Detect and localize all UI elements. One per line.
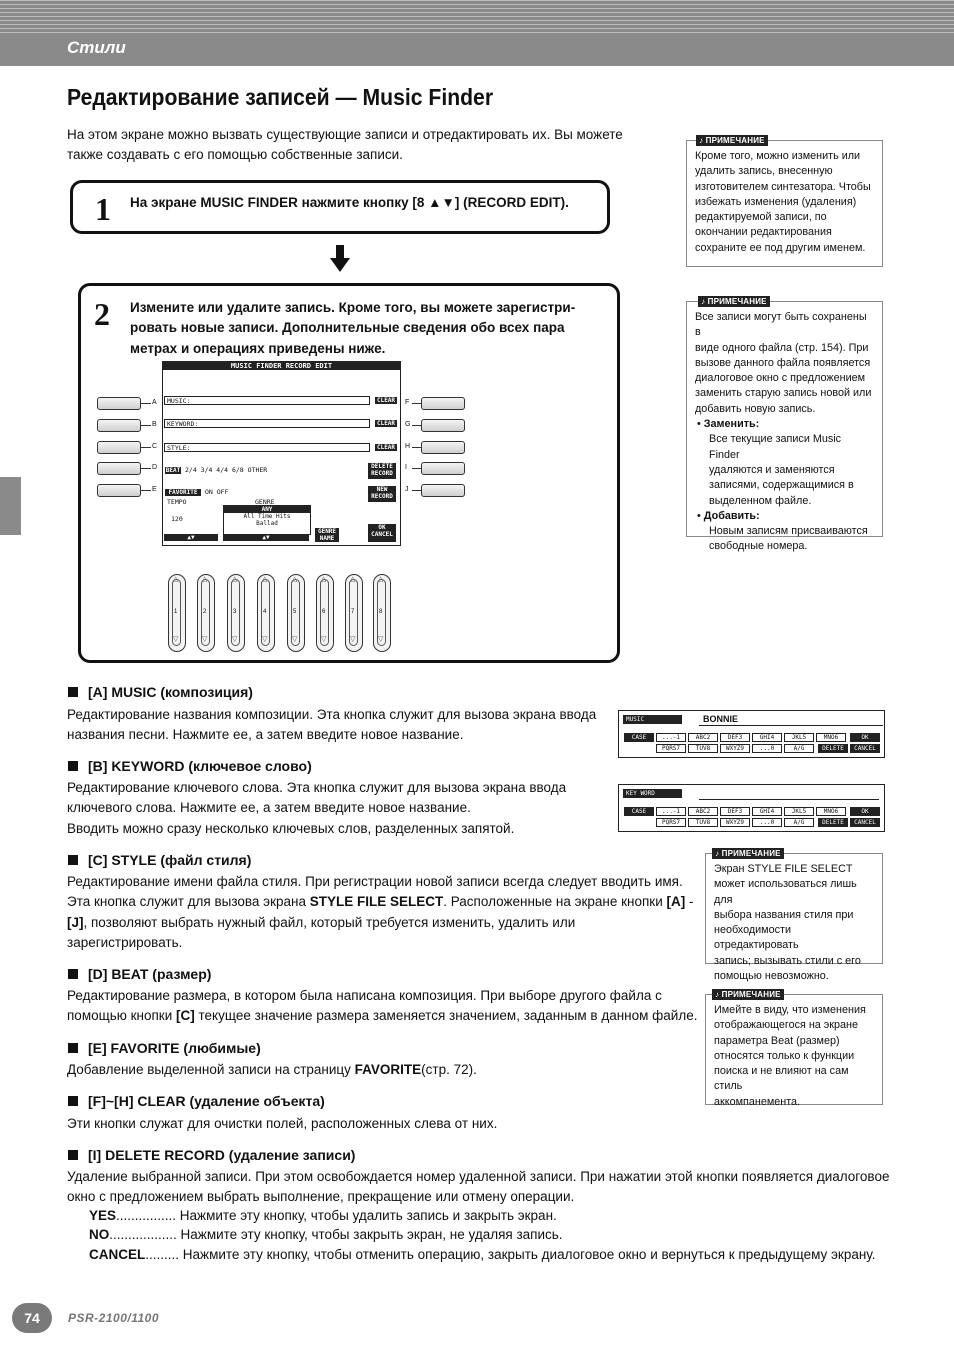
key-button[interactable]: TUV8 <box>688 818 718 827</box>
clear-keyword-button[interactable]: CLEAR <box>376 420 396 427</box>
step-number: 1 <box>95 191 111 227</box>
fader-8[interactable]: △ 8 ▽ <box>373 574 391 652</box>
bullet-head: Заменить: <box>703 418 760 431</box>
header-stripes <box>0 0 954 34</box>
heading-text: [F]~[H] CLEAR (удаление объекта) <box>88 1093 325 1109</box>
body-line: ключевого слова. Нажмите ее, а затем введите новое название. <box>67 800 471 816</box>
heading-text: [C] STYLE (файл стиля) <box>88 852 252 868</box>
text-run: . Расположенные на экране кнопки <box>443 894 667 910</box>
fader-4[interactable]: △ 4 ▽ <box>257 574 275 652</box>
note-line: заменить старую запись новой или <box>695 387 872 400</box>
btn-line: CANCEL <box>371 531 393 538</box>
body-line: окно с предложением выбрать выполнение, прекращение или отмену операции. <box>67 1189 575 1205</box>
fader-7[interactable]: △ 7 ▽ <box>345 574 363 652</box>
body-line <box>67 892 694 912</box>
step-line: ровать новые записи. Дополнительные сведения обо всех пара <box>130 320 565 336</box>
delete-button[interactable]: DELETE <box>818 744 848 753</box>
text-run: [A] <box>666 894 686 910</box>
genre-item[interactable]: Ballad <box>256 520 278 527</box>
key-button[interactable]: A/G <box>784 744 814 753</box>
note-line: Имейте в виду, что изменения <box>714 1004 866 1016</box>
key-button[interactable]: GHI4 <box>752 733 782 742</box>
fader-2[interactable]: △ 2 ▽ <box>197 574 215 652</box>
section-d-heading <box>68 966 211 982</box>
section-c-heading <box>68 852 251 868</box>
label-a: A <box>152 399 157 406</box>
intro-line: также создавать с его помощью собственные записи. <box>67 147 403 163</box>
note-2 <box>686 301 883 553</box>
body-line: зарегистрировать. <box>67 935 183 951</box>
note-label-text: ПРИМЕЧАНИЕ <box>721 990 781 999</box>
music-label: MUSIC <box>623 715 682 724</box>
section-d-body <box>67 986 697 1027</box>
lead-line <box>141 403 151 404</box>
beat-label: BEAT <box>165 467 181 474</box>
genre-name-button[interactable] <box>315 528 339 542</box>
note-line: может использоваться лишь для <box>714 878 857 906</box>
note-line: помощью невозможно. <box>714 970 829 983</box>
text-run: FAVORITE <box>354 1062 422 1077</box>
body-line <box>67 913 694 933</box>
heading-text: [A] MUSIC (композиция) <box>88 684 253 700</box>
lead-line <box>141 447 151 448</box>
note-label-text: ПРИМЕЧАНИЕ <box>707 297 767 306</box>
key-button[interactable]: ...-1 <box>656 807 686 816</box>
text-run: [J] <box>67 914 84 930</box>
bullet-line: свободные номера. <box>709 540 808 553</box>
button-j[interactable] <box>421 484 465 497</box>
tempo-updown[interactable]: ▲▼ <box>164 534 218 541</box>
fader-number: 5 <box>293 609 297 615</box>
bullet-line: записями, содержащимися в <box>709 479 854 492</box>
note-line: вызове данного файла появляется <box>695 356 871 369</box>
note-4 <box>705 994 883 1108</box>
note-line: запись; вызывать стили с его <box>714 954 861 967</box>
def-term: NO <box>89 1227 110 1242</box>
def-term: YES <box>89 1208 117 1223</box>
section-f-body <box>67 1114 497 1134</box>
fader-1[interactable]: △ 1 ▽ <box>168 574 186 652</box>
body-line: Редактирование названия композиции. Эта кнопка служит для вызова экрана ввода <box>67 707 597 722</box>
bullet-line: Новым записям присваиваются <box>709 525 868 538</box>
note-1 <box>686 140 883 267</box>
key-button[interactable]: MNO6 <box>816 807 846 816</box>
note-line: добавить новую запись. <box>695 402 816 415</box>
lcd-screen <box>162 361 401 546</box>
page-number: 74 <box>12 1303 52 1333</box>
text-run: Эта кнопка служит для вызова экрана <box>67 894 310 910</box>
body-line <box>67 1060 477 1080</box>
step-text <box>130 298 575 359</box>
delete-record-button[interactable] <box>368 463 396 479</box>
btn-line: NEW <box>376 486 388 493</box>
note-line: редактируемой записи, по <box>695 211 827 224</box>
note-label: ♪ ПРИМЕЧАНИЕ <box>712 989 784 1000</box>
body-line: Редактирование имени файла стиля. При регистрации новой записи всегда следует вводить имя. <box>67 874 683 889</box>
key-button[interactable]: TUV8 <box>688 744 718 753</box>
text-run: текущее значение размера заменяется значением, заданным в данном файле. <box>194 1008 698 1024</box>
note-line: отображающегося на экране <box>714 1019 859 1032</box>
section-a-heading <box>68 684 253 700</box>
fader-number: 3 <box>233 609 237 615</box>
label-f: F <box>405 399 410 406</box>
heading-text: [D] BEAT (размер) <box>88 966 212 982</box>
text-run: помощью кнопки <box>67 1008 177 1024</box>
bullet-line: выделенном файле. <box>709 494 812 507</box>
keyword-field[interactable]: KEYWORD: <box>164 419 370 428</box>
music-field[interactable]: MUSIC: <box>164 396 370 405</box>
keyword-value[interactable] <box>699 788 879 800</box>
delete-button[interactable]: DELETE <box>818 818 848 827</box>
btn-line: GENRE <box>317 528 337 535</box>
ok-cancel-button[interactable] <box>368 524 396 542</box>
key-button[interactable]: MNO6 <box>816 733 846 742</box>
note-label: ♪ ПРИМЕЧАНИЕ <box>696 135 768 146</box>
def-desc: Нажмите эту кнопку, чтобы удалить запись и закрыть экран. <box>179 1208 557 1223</box>
key-button[interactable]: WXYZ9 <box>720 744 750 753</box>
bullet-head: Добавить: <box>703 509 760 522</box>
label-c: C <box>152 443 158 450</box>
key-button[interactable]: ...0 <box>752 818 782 827</box>
button-i[interactable] <box>421 462 465 475</box>
key-button[interactable]: WXYZ9 <box>720 818 750 827</box>
ok-button[interactable]: OK <box>850 807 880 816</box>
genre-any[interactable]: ANY <box>224 506 310 513</box>
lcd-title: MUSIC FINDER RECORD EDIT <box>163 362 400 370</box>
note-label: ♪ ПРИМЕЧАНИЕ <box>698 296 770 307</box>
fader-3[interactable]: △ 3 ▽ <box>227 574 245 652</box>
bullet-line: удаляются и заменяются <box>709 463 835 476</box>
label-h: H <box>405 443 411 450</box>
key-button[interactable]: DEF3 <box>720 807 750 816</box>
genre-list[interactable] <box>223 505 311 535</box>
intro-text <box>67 125 623 166</box>
note-bullet: • Заменить: <box>697 418 760 431</box>
music-value[interactable]: BONNIE <box>699 714 883 726</box>
fader-number: 4 <box>263 609 267 615</box>
note-3 <box>705 853 883 983</box>
text-run: - <box>685 894 694 910</box>
header-band <box>0 0 954 66</box>
fader-number: 6 <box>322 609 326 615</box>
keyword-label: KEY WORD <box>623 789 682 798</box>
case-button[interactable]: CASE <box>624 807 654 816</box>
key-button[interactable]: DEF3 <box>720 733 750 742</box>
model-name: PSR-2100/1100 <box>68 1311 160 1325</box>
heading-text: [E] FAVORITE (любимые) <box>88 1040 261 1056</box>
note-line: необходимости отредактировать <box>714 924 799 952</box>
lead-line <box>141 468 151 469</box>
body-line: Редактирование ключевого слова. Эта кнопка служит для вызова экрана ввода <box>67 780 567 795</box>
heading-text: [B] KEYWORD (ключевое слово) <box>88 758 312 774</box>
fader-number: 1 <box>174 609 178 615</box>
def-yes <box>89 1208 557 1223</box>
def-dots: ......... <box>145 1247 180 1262</box>
step-text: На экране MUSIC FINDER нажмите кнопку [8 ▲▼] (RECORD EDIT). <box>130 195 569 210</box>
step-number: 2 <box>94 296 110 332</box>
section-f-heading <box>68 1093 325 1109</box>
intro-line: На этом экране можно вызвать существующие записи и отредактировать их. Вы можете <box>67 127 623 142</box>
note-line: поиска и не влияют на сам стиль <box>714 1065 849 1093</box>
music-keyboard-screen <box>618 710 885 758</box>
section-c-body <box>67 872 694 954</box>
note-line: изготовителем синтезатора. Чтобы <box>695 180 871 193</box>
def-term: CANCEL <box>89 1247 146 1262</box>
genre-item[interactable]: All Time Hits <box>243 513 291 520</box>
note-line: параметра Beat (размер) <box>714 1034 840 1047</box>
note-line: Экран STYLE FILE SELECT <box>714 863 853 875</box>
text-run: STYLE FILE SELECT <box>309 894 444 910</box>
def-desc: Нажмите эту кнопку, чтобы отменить операцию, закрыть диалоговое окно и вернуться к предыдущему экрану. <box>182 1247 876 1262</box>
note-label-text: ПРИМЕЧАНИЕ <box>721 849 781 858</box>
side-tab <box>0 477 21 535</box>
fader-number: 7 <box>351 609 355 615</box>
note-line: выбора названия стиля при <box>714 908 854 921</box>
button-g[interactable] <box>421 419 465 432</box>
lead-line <box>141 490 151 491</box>
btn-line: DELETE <box>371 463 393 470</box>
button-a[interactable] <box>97 397 141 410</box>
text-run: (стр. 72). <box>421 1062 477 1077</box>
tempo-value: 120 <box>171 515 183 523</box>
body-line: Эти кнопки служат для очистки полей, расположенных слева от них. <box>67 1116 498 1131</box>
beat-options[interactable]: 2/4 3/4 4/4 6/8 OTHER <box>185 466 268 474</box>
genre-updown[interactable]: ▲▼ <box>223 534 309 541</box>
note-label: ♪ ПРИМЕЧАНИЕ <box>712 848 784 859</box>
fader-5[interactable]: △ 5 ▽ <box>287 574 305 652</box>
text-run: [C] <box>176 1008 195 1024</box>
section-i-heading <box>68 1147 355 1163</box>
section-e-heading <box>68 1040 261 1056</box>
def-cancel <box>89 1247 875 1262</box>
arrow-down-icon <box>330 245 350 273</box>
key-button[interactable]: PQRS7 <box>656 744 686 753</box>
style-field[interactable]: STYLE: <box>164 443 370 452</box>
button-b[interactable] <box>97 419 141 432</box>
note-line: окончании редактирования <box>695 226 832 239</box>
key-button[interactable]: JKL5 <box>784 807 814 816</box>
bullet-line: Все текущие записи Music Finder <box>709 433 842 461</box>
tempo-label: TEMPO <box>167 498 187 506</box>
label-i: I <box>405 464 407 471</box>
new-record-button[interactable] <box>368 486 396 502</box>
label-d: D <box>152 464 158 471</box>
def-dots: .................. <box>109 1227 177 1242</box>
section-title: Стили <box>67 38 126 57</box>
label-j: J <box>405 486 409 493</box>
key-button[interactable]: A/G <box>784 818 814 827</box>
btn-line: OK <box>378 524 386 531</box>
def-desc: Нажмите эту кнопку, чтобы закрыть экран, не удаляя запись. <box>180 1227 563 1242</box>
fader-6[interactable]: △ 6 ▽ <box>316 574 334 652</box>
note-bullet: • Добавить: <box>697 509 760 522</box>
note-line: Все записи могут быть сохранены в <box>695 311 867 339</box>
section-b-heading <box>68 758 312 774</box>
button-d[interactable] <box>97 462 141 475</box>
note-line: аккомпанемента. <box>714 1095 801 1108</box>
note-label-text: ПРИМЕЧАНИЕ <box>705 136 765 145</box>
key-button[interactable]: JKL5 <box>784 733 814 742</box>
btn-line: NAME <box>319 535 335 542</box>
lead-line <box>141 425 151 426</box>
step-1-box <box>70 180 610 234</box>
button-e[interactable] <box>97 484 141 497</box>
text-run: , позволяют выбрать нужный файл, который требуется изменить, удалить или <box>83 914 576 930</box>
body-line: Редактирование размера, в котором была написана композиция. При выборе другого файла с <box>67 988 662 1003</box>
btn-line: RECORD <box>371 493 393 500</box>
note-line: удалить запись, внесенную <box>695 165 833 178</box>
step-line: метрах и операциях приведены ниже. <box>130 340 386 356</box>
step-line: Измените или удалите запись. Кроме того, вы можете зарегистри- <box>130 300 576 315</box>
label-b: B <box>152 421 157 428</box>
section-e-body <box>67 1060 477 1080</box>
favorite-label: FAVORITE <box>165 489 201 496</box>
fader-number: 8 <box>379 609 383 615</box>
key-button[interactable]: ...-1 <box>656 733 686 742</box>
button-h[interactable] <box>421 441 465 454</box>
case-button[interactable]: CASE <box>624 733 654 742</box>
keyword-keyboard-screen <box>618 784 885 832</box>
key-button[interactable]: PQRS7 <box>656 818 686 827</box>
body-line: Вводить можно сразу несколько ключевых слов, разделенных запятой. <box>67 820 515 836</box>
fader-number: 2 <box>203 609 207 615</box>
ok-button[interactable]: OK <box>850 733 880 742</box>
button-f[interactable] <box>421 397 465 410</box>
note-line: относятся только к функции <box>714 1049 855 1062</box>
body-line: Удаление выбранной записи. При этом освобождается номер удаленной записи. При нажатии этой кнопки появляется диалоговое <box>67 1169 890 1184</box>
heading-text: [I] DELETE RECORD (удаление записи) <box>88 1147 356 1163</box>
key-button[interactable]: ABC2 <box>688 807 718 816</box>
favorite-onoff[interactable]: ON OFF <box>205 488 229 496</box>
section-a-body <box>67 705 596 746</box>
key-button[interactable]: ...0 <box>752 744 782 753</box>
label-g: G <box>405 421 411 428</box>
label-e: E <box>152 486 157 493</box>
key-button[interactable]: GHI4 <box>752 807 782 816</box>
button-c[interactable] <box>97 441 141 454</box>
def-dots: ................ <box>116 1208 177 1223</box>
clear-style-button[interactable]: CLEAR <box>376 444 396 451</box>
note-line: виде одного файла (стр. 154). При <box>695 341 869 354</box>
cancel-button[interactable]: CANCEL <box>850 744 880 753</box>
note-line: диалоговое окно с предложением <box>695 372 866 385</box>
text-run: Добавление выделенной записи на страницу <box>67 1062 355 1077</box>
key-button[interactable]: ABC2 <box>688 733 718 742</box>
genre-label: GENRE <box>255 498 275 506</box>
page-title: Редактирование записей — Music Finder <box>67 84 494 110</box>
def-no <box>89 1227 563 1242</box>
section-i-body <box>67 1167 889 1208</box>
body-line <box>67 1006 697 1026</box>
section-b-body <box>67 778 566 839</box>
note-line: Кроме того, можно изменить или <box>695 150 861 162</box>
btn-line: RECORD <box>371 470 393 477</box>
clear-music-button[interactable]: CLEAR <box>376 397 396 404</box>
note-line: сохраните ее под другим именем. <box>695 241 866 254</box>
note-line: избежать изменения (удаления) <box>695 195 857 208</box>
body-line: названия песни. Нажмите ее, а затем введите новое название. <box>67 727 464 743</box>
cancel-button[interactable]: CANCEL <box>850 818 880 827</box>
